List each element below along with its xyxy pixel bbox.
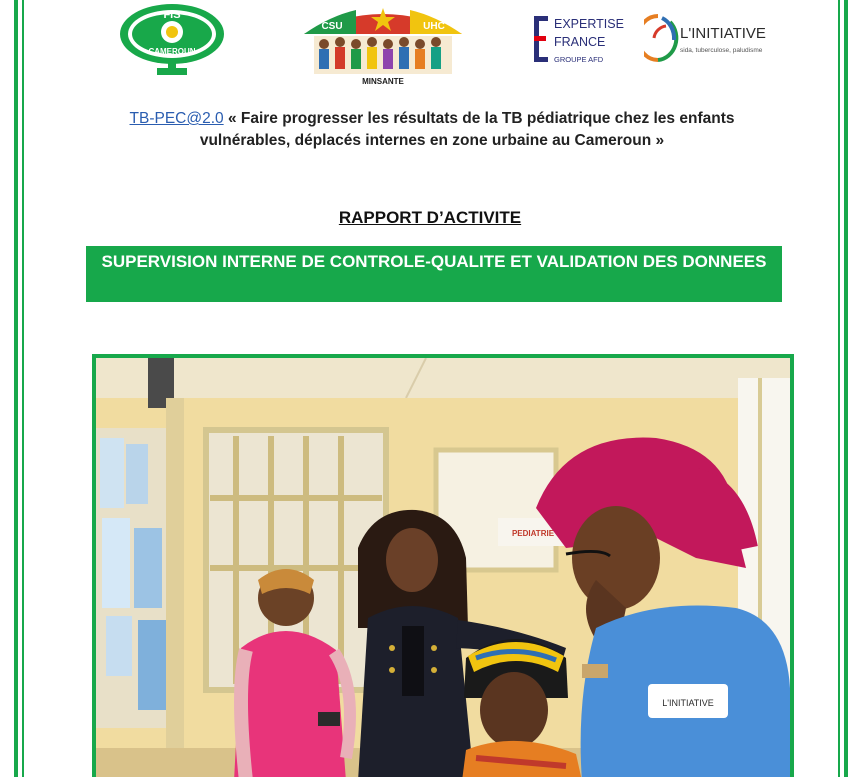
activity-banner bbox=[86, 246, 782, 302]
project-description bbox=[100, 108, 764, 152]
activity-photo bbox=[92, 354, 794, 777]
expertise-france-line3: GROUPE AFD bbox=[554, 55, 604, 64]
pediatrie-sign: PEDIATRIE bbox=[511, 529, 555, 538]
project-description-text: « Faire progresser les résultats de la TB pédiatrique chez les enfants vulnérables, déplacés internes en zone urbaine au Cameroun » bbox=[199, 110, 735, 149]
crowd-illustration bbox=[314, 36, 452, 74]
expertise-france-logo bbox=[532, 10, 624, 70]
fis-logo-bottom-text: CAMEROUN bbox=[148, 47, 196, 56]
expertise-france-line2: FRANCE bbox=[554, 35, 606, 49]
report-title-text: RAPPORT D’ACTIVITE bbox=[338, 208, 522, 227]
initiative-tagline: sida, tuberculose, paludisme bbox=[680, 47, 763, 54]
csu-logo-bottom-text: MINSANTE bbox=[362, 77, 404, 86]
report-title bbox=[0, 208, 860, 228]
csu-logo-right-text: UHC bbox=[423, 21, 445, 32]
fis-cameroun-logo bbox=[117, 2, 227, 80]
csu-minsante-logo bbox=[300, 0, 466, 90]
csu-logo-left-text: CSU bbox=[321, 21, 343, 32]
initiative-logo bbox=[644, 10, 768, 66]
photo-illustration bbox=[96, 358, 790, 777]
fis-logo-top-text: FIS bbox=[163, 9, 181, 21]
project-link[interactable]: TB-PEC@2.0 bbox=[129, 110, 224, 127]
initiative-name: L'INITIATIVE bbox=[680, 25, 766, 42]
banner-title: SUPERVISION INTERNE DE CONTROLE-QUALITE ET VALIDATION DES DONNEES bbox=[101, 252, 767, 271]
shirt-logo-text: L'INITIATIVE bbox=[662, 698, 714, 708]
expertise-france-line1: EXPERTISE bbox=[554, 17, 624, 31]
